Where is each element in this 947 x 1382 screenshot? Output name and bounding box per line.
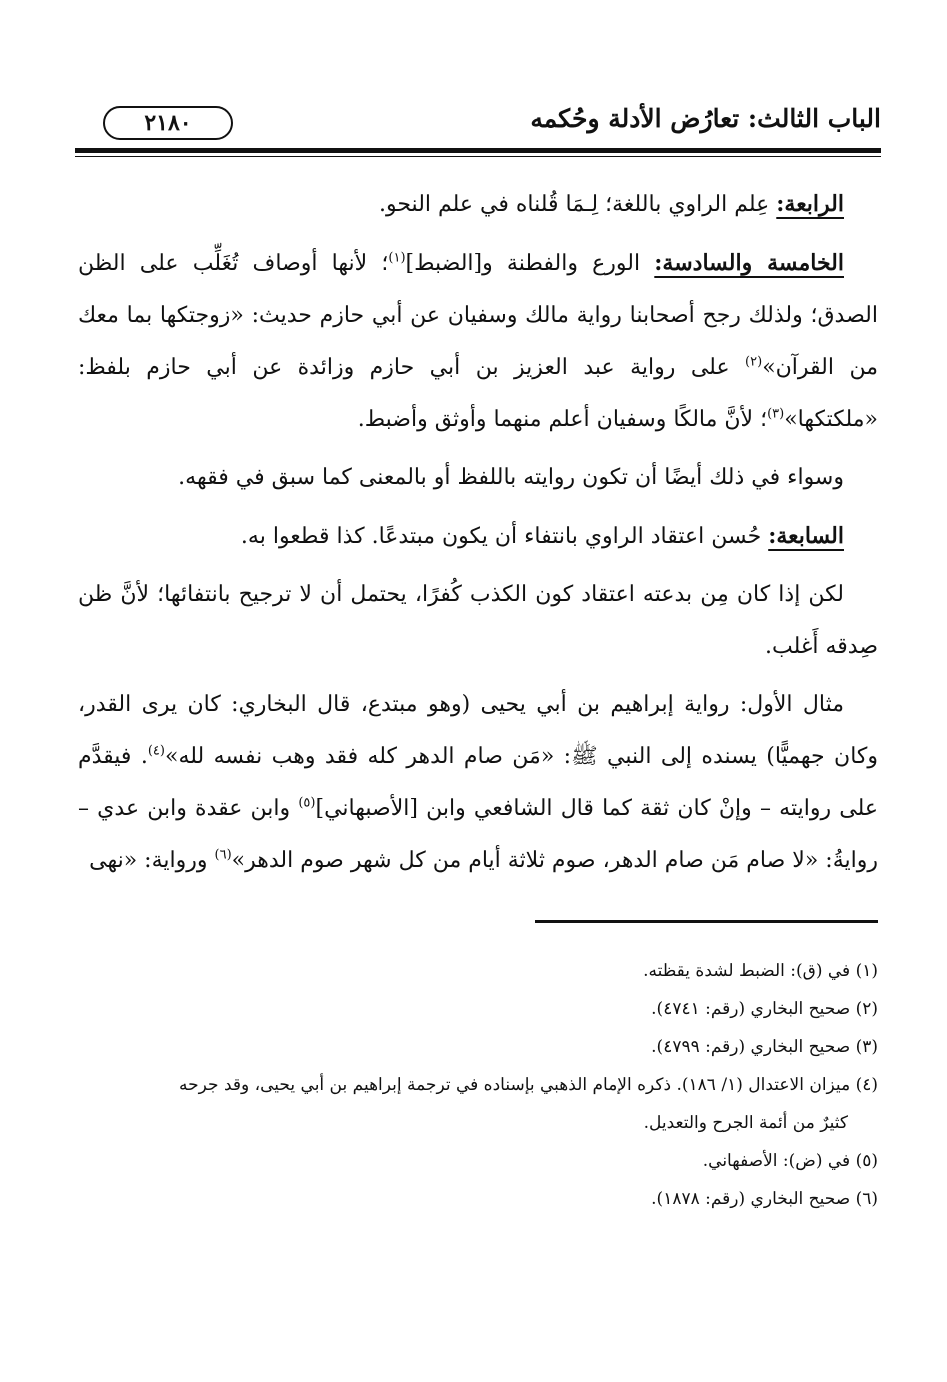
paragraph-text: . فيقدَّم على روايته – وإنْ كان ثقة كما قال الشافعي وابن [الأصبهاني] bbox=[78, 744, 878, 821]
footnote-ref: (٦) bbox=[214, 847, 232, 863]
chapter-title: الباب الثالث: تعارُض الأدلة وحُكمه bbox=[530, 104, 881, 133]
footnote-6: (٦) صحيح البخاري (رقم: ١٨٧٨). bbox=[651, 1189, 878, 1209]
footnotes bbox=[78, 952, 878, 1218]
term-seventh: السابعة: bbox=[768, 523, 844, 549]
paragraph-text: ؛ لأنَّ مالكًا وسفيان أعلم منهما وأوثق وأضبط. bbox=[357, 407, 768, 432]
page-header bbox=[75, 96, 881, 146]
footnote-5: (٥) في (ض): الأصفهاني. bbox=[702, 1151, 878, 1171]
footnote-4-continued: كثيرٌ من أئمة الجرح والتعديل. bbox=[643, 1113, 848, 1133]
header-rule-thick bbox=[75, 148, 881, 153]
footnote-ref: (٣) bbox=[767, 406, 785, 422]
footnote-ref: (٢) bbox=[745, 354, 763, 370]
footnote-2: (٢) صحيح البخاري (رقم: ٤٧٤١). bbox=[651, 999, 878, 1019]
term-fifth-sixth: الخامسة والسادسة: bbox=[654, 250, 844, 276]
footnote-separator bbox=[535, 920, 878, 923]
footnote-1: (١) في (ق): الضبط لشدة يقظته. bbox=[643, 961, 878, 981]
paragraph-text: الورع والفطنة و[الضبط] bbox=[405, 251, 655, 276]
footnote-4: (٤) ميزان الاعتدال (١/ ١٨٦). ذكره الإمام الذهبي بإسناده في ترجمة إبراهيم بن أبي يحيى، وقد جرحه bbox=[179, 1075, 878, 1095]
header-rule-thin bbox=[75, 156, 881, 157]
paragraph-example bbox=[78, 679, 878, 887]
term-fourth: الرابعة: bbox=[776, 191, 844, 217]
footnote-ref: (٥) bbox=[298, 795, 316, 811]
paragraph-text: مثال الأول: رواية إبراهيم بن أبي يحيى (وهو مبتدع، قال البخاري: كان يرى القدر، وكان جهميًّا) يسنده إلى النبي ﷺ: «مَن صام الدهر كله فقد وهب نفسه لله» bbox=[78, 692, 878, 769]
paragraph-fifth-sixth bbox=[78, 237, 878, 446]
footnote-ref: (١) bbox=[388, 250, 406, 266]
paragraph-seventh bbox=[78, 510, 878, 563]
page-number-badge: ٢١٨٠ bbox=[103, 106, 233, 140]
paragraph-but: لكن إذا كان مِن بدعته اعتقاد كون الكذب كُفرًا، يحتمل أن لا ترجيح بانتفائها؛ لأنَّ ظن صِدقه أَغلب. bbox=[78, 582, 878, 659]
paragraph-text: وابن عقدة وابن عدي – روايةُ: «لا صام مَن صام الدهر، صوم ثلاثة أيام من كل شهر صوم الدهر» bbox=[78, 796, 878, 873]
paragraph-text: حُسن اعتقاد الراوي بانتفاء أن يكون مبتدعًا. كذا قطعوا به. bbox=[240, 524, 769, 549]
paragraph-fourth bbox=[78, 178, 878, 231]
footnote-ref: (٤) bbox=[147, 743, 165, 759]
paragraph-text: ورواية: «نهى bbox=[89, 848, 215, 873]
paragraph-text: عِلم الراوي باللغة؛ لِـمَا قُلناه في علم النحو. bbox=[379, 192, 777, 217]
paragraph-also: وسواء في ذلك أيضًا أن تكون روايته باللفظ أو بالمعنى كما سبق في فقهه. bbox=[178, 465, 844, 490]
footnote-3: (٣) صحيح البخاري (رقم: ٤٧٩٩). bbox=[651, 1037, 878, 1057]
paragraph-text: على رواية عبد العزيز بن أبي حازم وزائدة عن أبي حازم بلفظ: «ملكتكها» bbox=[78, 355, 878, 432]
paragraph-text: ؛ لأنها أوصاف تُغَلِّب على الظن الصدق؛ ولذلك رجح أصحابنا رواية مالك وسفيان عن أبي حازم حديث: «زوجتكها بما معك من القرآن» bbox=[78, 251, 878, 380]
main-text bbox=[78, 178, 878, 887]
